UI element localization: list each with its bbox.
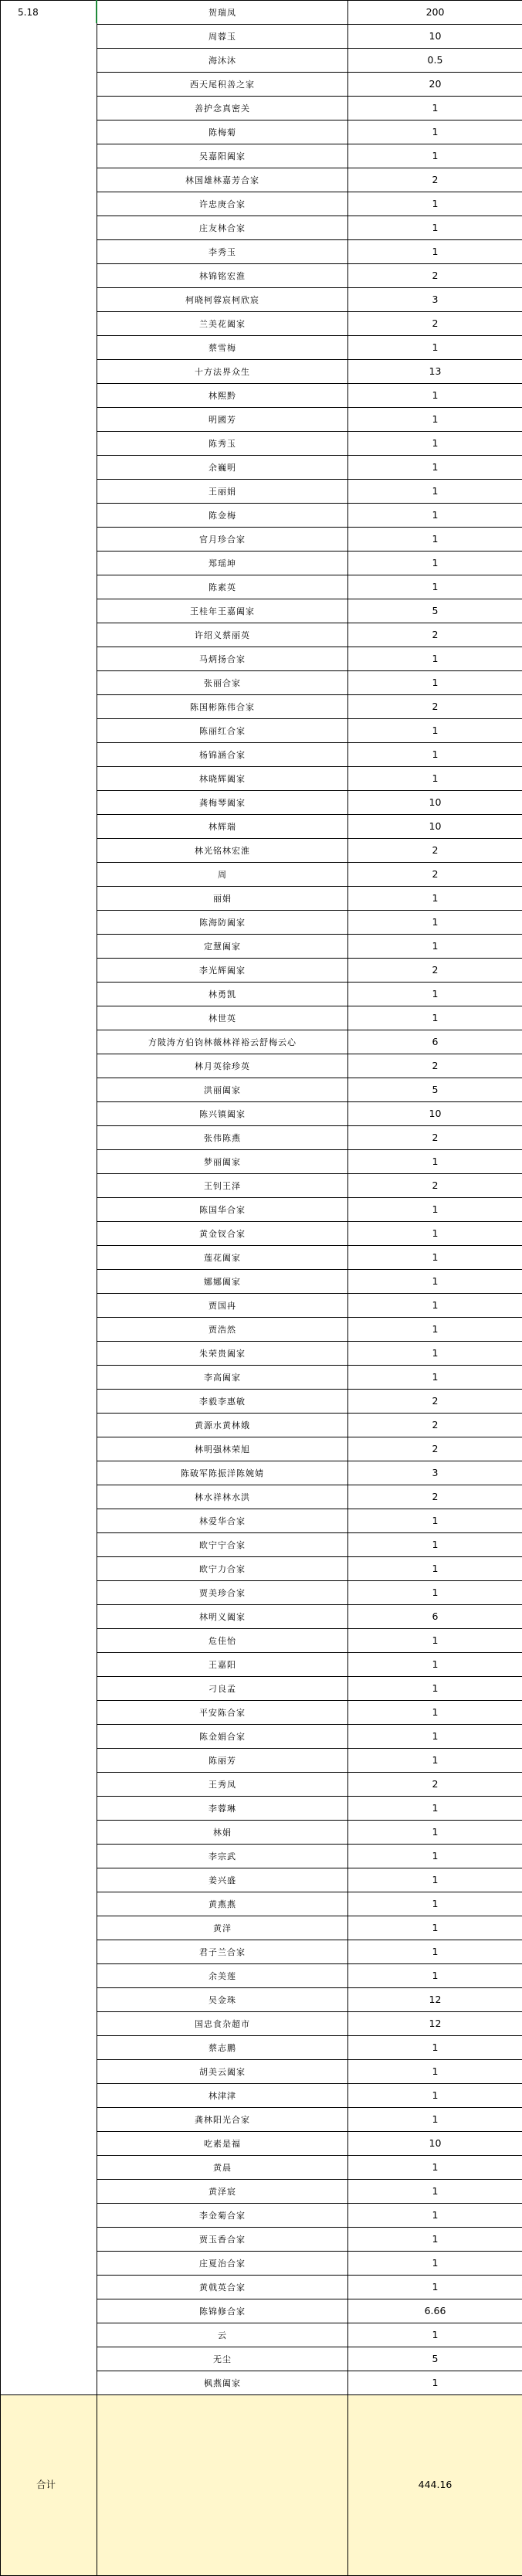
donor-name-cell[interactable]: 林辉瑞	[97, 815, 348, 839]
amount-cell[interactable]: 1	[348, 432, 522, 456]
amount-cell[interactable]: 1	[348, 504, 522, 528]
donor-name-cell[interactable]: 龚梅琴阖家	[97, 791, 348, 815]
donor-name-cell[interactable]: 林锦铭宏淮	[97, 264, 348, 288]
donor-name-cell[interactable]: 陈丽红合家	[97, 719, 348, 743]
donor-name-cell[interactable]: 黄洋	[97, 1916, 348, 1940]
amount-cell[interactable]: 1	[348, 1198, 522, 1222]
total-row	[1, 2395, 522, 2576]
amount-cell[interactable]: 1	[348, 671, 522, 695]
amount-cell[interactable]: 10	[348, 815, 522, 839]
donor-name-cell[interactable]: 余巍明	[97, 456, 348, 480]
amount-cell[interactable]: 2	[348, 1437, 522, 1461]
donor-name-cell[interactable]: 柯晓柯蓉宸柯欣宸	[97, 288, 348, 312]
amount-cell[interactable]: 10	[348, 2132, 522, 2156]
donor-name-cell[interactable]: 蔡雪梅	[97, 336, 348, 360]
donor-name-cell[interactable]: 吃素是福	[97, 2132, 348, 2156]
donor-name-cell[interactable]: 林月英徐珍英	[97, 1054, 348, 1078]
amount-cell[interactable]: 1	[348, 2036, 522, 2060]
amount-cell[interactable]: 1	[348, 1725, 522, 1749]
amount-cell[interactable]: 2	[348, 1126, 522, 1150]
amount-cell[interactable]: 1	[348, 1150, 522, 1174]
donor-name-cell[interactable]: 贾玉香合家	[97, 2228, 348, 2252]
donor-name-cell[interactable]: 黄金钗合家	[97, 1222, 348, 1246]
donor-name-cell[interactable]: 林勇凯	[97, 983, 348, 1006]
table-row	[1, 1, 522, 25]
donor-name-cell[interactable]: 黄燕燕	[97, 1892, 348, 1916]
donor-name-cell[interactable]: 善护念真密关	[97, 97, 348, 120]
donor-name-cell[interactable]: 张丽合家	[97, 671, 348, 695]
donor-name-cell[interactable]: 危佳怡	[97, 1629, 348, 1653]
donor-name-cell[interactable]: 陈素英	[97, 575, 348, 599]
donor-name-cell[interactable]: 林娟	[97, 1821, 348, 1845]
donor-name-cell[interactable]: 张伟陈燕	[97, 1126, 348, 1150]
donor-name-cell[interactable]: 十方法界众生	[97, 360, 348, 384]
donor-name-cell[interactable]: 李宗武	[97, 1845, 348, 1868]
donor-name-cell[interactable]: 林爱华合家	[97, 1509, 348, 1533]
amount-cell[interactable]: 1	[348, 552, 522, 575]
amount-cell[interactable]: 2	[348, 1485, 522, 1509]
donor-name-cell[interactable]: 娜娜阖家	[97, 1270, 348, 1294]
amount-cell[interactable]: 2	[348, 1773, 522, 1797]
donor-name-cell[interactable]: 无尘	[97, 2347, 348, 2371]
amount-cell[interactable]: 2	[348, 1054, 522, 1078]
amount-cell[interactable]: 1	[348, 336, 522, 360]
amount-cell[interactable]: 2	[348, 863, 522, 887]
donor-name-cell[interactable]: 洪丽阖家	[97, 1078, 348, 1102]
amount-cell[interactable]: 12	[348, 1988, 522, 2012]
donation-table-body	[1, 1, 522, 2576]
donor-name-cell[interactable]: 马炳扬合家	[97, 647, 348, 671]
amount-cell[interactable]: 1	[348, 2204, 522, 2228]
donor-name-cell[interactable]: 陈破军陈振洋陈婉婧	[97, 1461, 348, 1485]
donor-name-cell[interactable]: 梦丽阖家	[97, 1150, 348, 1174]
donor-name-cell[interactable]: 王嘉阳	[97, 1653, 348, 1677]
donor-name-cell[interactable]: 胡美云阖家	[97, 2060, 348, 2084]
amount-cell[interactable]: 1	[348, 935, 522, 959]
donor-name-cell[interactable]: 陈国彬陈伟合家	[97, 695, 348, 719]
amount-cell[interactable]: 1	[348, 743, 522, 767]
amount-cell[interactable]: 12	[348, 2012, 522, 2036]
amount-cell[interactable]: 1	[348, 1845, 522, 1868]
date-cell[interactable]: 5.18	[1, 1, 97, 2395]
amount-cell[interactable]: 1	[348, 1916, 522, 1940]
donor-name-cell[interactable]: 林水祥林水洪	[97, 1485, 348, 1509]
donor-name-cell[interactable]: 林津津	[97, 2084, 348, 2108]
donor-name-cell[interactable]: 刁良孟	[97, 1677, 348, 1701]
total-empty-cell[interactable]	[97, 2395, 348, 2576]
amount-cell[interactable]: 5	[348, 2347, 522, 2371]
amount-cell[interactable]: 2	[348, 623, 522, 647]
donor-name-cell[interactable]: 许绍义蔡丽英	[97, 623, 348, 647]
amount-cell[interactable]: 6	[348, 1030, 522, 1054]
donor-name-cell[interactable]: 黄戟英合家	[97, 2276, 348, 2299]
donor-name-cell[interactable]: 陈金娟合家	[97, 1725, 348, 1749]
donor-name-cell[interactable]: 方陂涛方伯钧林薇林祥裕云舒梅云心	[97, 1030, 348, 1054]
amount-cell[interactable]: 1	[348, 1821, 522, 1845]
amount-cell[interactable]: 1	[348, 1797, 522, 1821]
amount-cell[interactable]: 3	[348, 1461, 522, 1485]
donor-name-cell[interactable]: 林熙黔	[97, 384, 348, 408]
donor-name-cell[interactable]: 庄友林合家	[97, 216, 348, 240]
donor-name-cell[interactable]: 陈锦修合家	[97, 2299, 348, 2323]
amount-cell[interactable]: 2	[348, 168, 522, 192]
donor-name-cell[interactable]: 王秀凤	[97, 1773, 348, 1797]
donor-name-cell[interactable]: 黄晨	[97, 2156, 348, 2180]
donor-name-cell[interactable]: 平安陈合家	[97, 1701, 348, 1725]
donor-name-cell[interactable]: 黄泽宸	[97, 2180, 348, 2204]
amount-cell[interactable]: 3	[348, 288, 522, 312]
donor-name-cell[interactable]: 莲花阖家	[97, 1246, 348, 1270]
donor-name-cell[interactable]: 吴金珠	[97, 1988, 348, 2012]
amount-cell[interactable]: 1	[348, 1246, 522, 1270]
donor-name-cell[interactable]: 王桂年王嘉阖家	[97, 599, 348, 623]
amount-cell[interactable]: 5	[348, 1078, 522, 1102]
amount-cell[interactable]: 1	[348, 1006, 522, 1030]
amount-cell[interactable]: 1	[348, 1557, 522, 1581]
amount-cell[interactable]: 1	[348, 1294, 522, 1318]
donor-name-cell[interactable]: 余美莲	[97, 1964, 348, 1988]
donor-name-cell[interactable]: 君子兰合家	[97, 1940, 348, 1964]
donor-name-cell[interactable]: 陈海防阖家	[97, 911, 348, 935]
amount-cell[interactable]: 1	[348, 719, 522, 743]
donor-name-cell[interactable]: 陈梅菊	[97, 120, 348, 144]
amount-cell[interactable]: 1	[348, 2371, 522, 2395]
amount-cell[interactable]: 13	[348, 360, 522, 384]
donor-name-cell[interactable]: 海沐沐	[97, 49, 348, 73]
amount-cell[interactable]: 1	[348, 1677, 522, 1701]
amount-cell[interactable]: 1	[348, 1701, 522, 1725]
amount-cell[interactable]: 1	[348, 1892, 522, 1916]
amount-cell[interactable]: 2	[348, 839, 522, 863]
amount-cell[interactable]: 1	[348, 97, 522, 120]
amount-cell[interactable]: 5	[348, 599, 522, 623]
donor-name-cell[interactable]: 定慧阖家	[97, 935, 348, 959]
amount-cell[interactable]: 2	[348, 959, 522, 983]
donor-name-cell[interactable]: 西天尾积善之家	[97, 73, 348, 97]
donor-name-cell[interactable]: 林晓辉阖家	[97, 767, 348, 791]
amount-cell[interactable]: 1	[348, 408, 522, 432]
amount-cell[interactable]: 1	[348, 1581, 522, 1605]
donor-name-cell[interactable]: 吴嘉阳阖家	[97, 144, 348, 168]
donor-name-cell[interactable]: 李光辉阖家	[97, 959, 348, 983]
amount-cell[interactable]: 1	[348, 120, 522, 144]
amount-cell[interactable]: 1	[348, 1749, 522, 1773]
amount-cell[interactable]: 2	[348, 1174, 522, 1198]
amount-cell[interactable]: 1	[348, 216, 522, 240]
donor-name-cell[interactable]: 贾美珍合家	[97, 1581, 348, 1605]
donor-name-cell[interactable]: 蔡志鹏	[97, 2036, 348, 2060]
amount-cell[interactable]: 20	[348, 73, 522, 97]
amount-cell[interactable]: 6	[348, 1605, 522, 1629]
amount-cell[interactable]: 1	[348, 240, 522, 264]
amount-cell[interactable]: 1	[348, 480, 522, 504]
amount-cell[interactable]: 1	[348, 2180, 522, 2204]
donor-name-cell[interactable]: 姜兴盛	[97, 1868, 348, 1892]
donor-name-cell[interactable]: 庄夏治合家	[97, 2252, 348, 2276]
amount-cell[interactable]: 1	[348, 1964, 522, 1988]
amount-cell[interactable]: 6.66	[348, 2299, 522, 2323]
donor-name-cell[interactable]: 丽娟	[97, 887, 348, 911]
amount-cell[interactable]: 10	[348, 1102, 522, 1126]
amount-cell[interactable]: 1	[348, 456, 522, 480]
amount-cell[interactable]: 1	[348, 983, 522, 1006]
donor-name-cell[interactable]: 林国雄林嘉芳合家	[97, 168, 348, 192]
donor-name-cell[interactable]: 李蓉琳	[97, 1797, 348, 1821]
donor-name-cell[interactable]: 李秀玉	[97, 240, 348, 264]
amount-cell[interactable]: 1	[348, 528, 522, 552]
amount-cell[interactable]: 1	[348, 144, 522, 168]
donor-name-cell[interactable]: 陈秀玉	[97, 432, 348, 456]
amount-cell[interactable]: 1	[348, 1222, 522, 1246]
donor-name-cell[interactable]: 许忠庚合家	[97, 192, 348, 216]
donor-name-cell[interactable]: 兰美花阖家	[97, 312, 348, 336]
donor-name-cell[interactable]: 国忠食杂超市	[97, 2012, 348, 2036]
donor-name-cell[interactable]: 周	[97, 863, 348, 887]
amount-cell[interactable]: 2	[348, 264, 522, 288]
amount-cell[interactable]: 2	[348, 1414, 522, 1437]
amount-cell[interactable]: 1	[348, 1366, 522, 1390]
donor-name-cell[interactable]: 杨锦涵合家	[97, 743, 348, 767]
amount-cell[interactable]: 200	[348, 1, 522, 25]
amount-cell[interactable]: 1	[348, 2228, 522, 2252]
donor-name-cell[interactable]: 林光铭林宏淮	[97, 839, 348, 863]
amount-cell[interactable]: 1	[348, 192, 522, 216]
amount-cell[interactable]: 1	[348, 647, 522, 671]
donor-name-cell[interactable]: 欧宁宁合家	[97, 1533, 348, 1557]
donor-name-cell[interactable]: 贺瑞凤	[97, 1, 348, 25]
amount-cell[interactable]: 1	[348, 1533, 522, 1557]
donor-name-cell[interactable]: 黄源水黄林娥	[97, 1414, 348, 1437]
amount-cell[interactable]: 1	[348, 1868, 522, 1892]
amount-cell[interactable]: 10	[348, 791, 522, 815]
donor-name-cell[interactable]: 龚林阳光合家	[97, 2108, 348, 2132]
amount-cell[interactable]: 2	[348, 312, 522, 336]
donor-name-cell[interactable]: 郑瑶坤	[97, 552, 348, 575]
amount-cell[interactable]: 1	[348, 1318, 522, 1342]
donor-name-cell[interactable]: 陈国华合家	[97, 1198, 348, 1222]
donor-name-cell[interactable]: 王丽娟	[97, 480, 348, 504]
amount-cell[interactable]: 0.5	[348, 49, 522, 73]
amount-cell[interactable]: 1	[348, 1342, 522, 1366]
donor-name-cell[interactable]: 陈丽芳	[97, 1749, 348, 1773]
amount-cell[interactable]: 1	[348, 2060, 522, 2084]
amount-cell[interactable]: 1	[348, 575, 522, 599]
amount-cell[interactable]: 1	[348, 887, 522, 911]
donor-name-cell[interactable]: 李毅李惠敏	[97, 1390, 348, 1414]
donor-name-cell[interactable]: 王钊王泽	[97, 1174, 348, 1198]
amount-cell[interactable]: 1	[348, 2276, 522, 2299]
amount-cell[interactable]: 1	[348, 2084, 522, 2108]
donor-name-cell[interactable]: 林明义阖家	[97, 1605, 348, 1629]
donor-name-cell[interactable]: 明國芳	[97, 408, 348, 432]
amount-cell[interactable]: 1	[348, 2323, 522, 2347]
donor-name-cell[interactable]: 欧宁力合家	[97, 1557, 348, 1581]
donor-name-cell[interactable]: 贾国冉	[97, 1294, 348, 1318]
amount-cell[interactable]: 1	[348, 1270, 522, 1294]
donor-name-cell[interactable]: 林明强林荣旭	[97, 1437, 348, 1461]
total-amount-cell[interactable]: 444.16	[348, 2395, 522, 2576]
amount-cell[interactable]: 1	[348, 2252, 522, 2276]
donor-name-cell[interactable]: 官月珍合家	[97, 528, 348, 552]
amount-cell[interactable]: 2	[348, 695, 522, 719]
total-label-cell[interactable]: 合计	[1, 2395, 97, 2576]
donor-name-cell[interactable]: 周蓉玉	[97, 25, 348, 49]
amount-cell[interactable]: 2	[348, 1390, 522, 1414]
donor-name-cell[interactable]: 贾浩然	[97, 1318, 348, 1342]
amount-cell[interactable]: 1	[348, 2156, 522, 2180]
amount-cell[interactable]: 1	[348, 911, 522, 935]
amount-cell[interactable]: 1	[348, 2108, 522, 2132]
donor-name-cell[interactable]: 林世英	[97, 1006, 348, 1030]
donor-name-cell[interactable]: 枫燕阖家	[97, 2371, 348, 2395]
selected-cell-marker	[96, 0, 97, 23]
donor-name-cell[interactable]: 李高阖家	[97, 1366, 348, 1390]
amount-cell[interactable]: 1	[348, 767, 522, 791]
donor-name-cell[interactable]: 云	[97, 2323, 348, 2347]
donor-name-cell[interactable]: 陈金梅	[97, 504, 348, 528]
amount-cell[interactable]: 1	[348, 1509, 522, 1533]
amount-cell[interactable]: 1	[348, 384, 522, 408]
donor-name-cell[interactable]: 陈兴镇阖家	[97, 1102, 348, 1126]
amount-cell[interactable]: 1	[348, 1653, 522, 1677]
amount-cell[interactable]: 10	[348, 25, 522, 49]
donor-name-cell[interactable]: 李金菊合家	[97, 2204, 348, 2228]
donor-name-cell[interactable]: 朱荣贵阖家	[97, 1342, 348, 1366]
amount-cell[interactable]: 1	[348, 1629, 522, 1653]
amount-cell[interactable]: 1	[348, 1940, 522, 1964]
